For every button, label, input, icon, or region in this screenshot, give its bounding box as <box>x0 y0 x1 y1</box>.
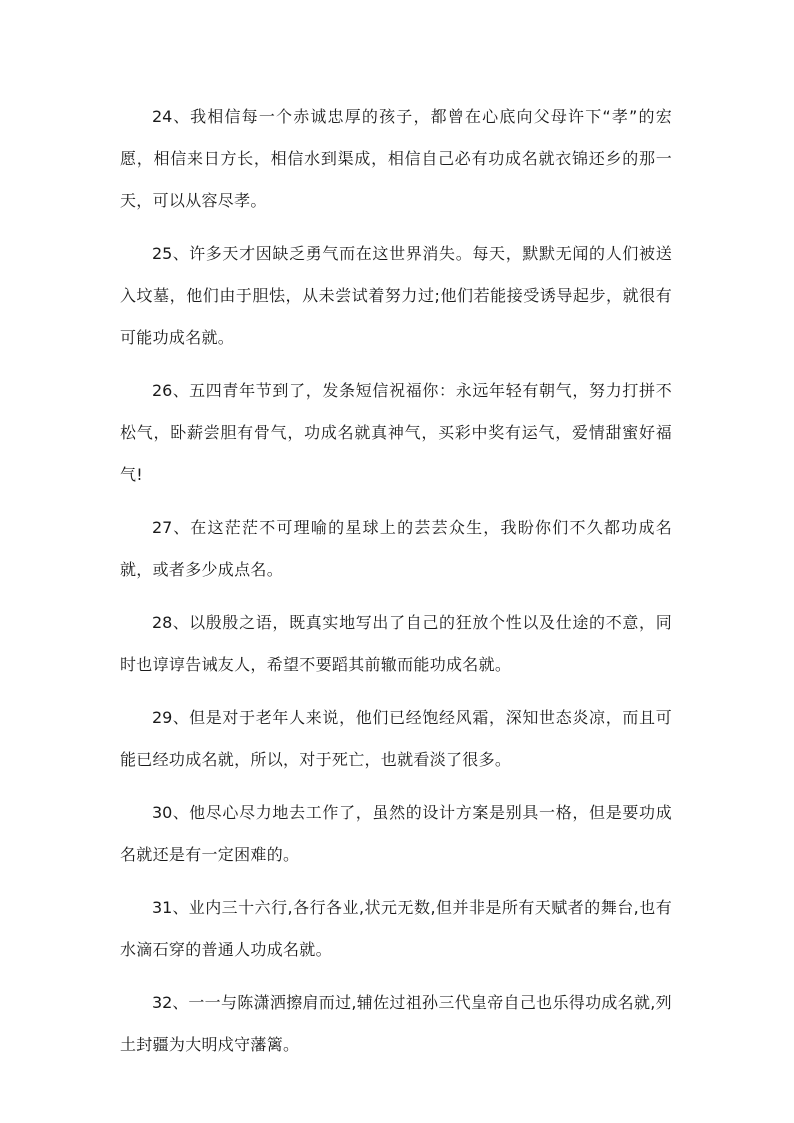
paragraph-27 <box>120 507 672 591</box>
paragraph-number: 31、 <box>152 898 189 917</box>
paragraph-text: 以殷殷之语，既真实地写出了自己的狂放个性以及仕途的不意，同时也谆谆告诫友人，希望不要蹈其前辙而能功成名就。 <box>120 613 672 674</box>
paragraph-text: 业内三十六行,各行各业,状元无数,但并非是所有天赋者的舞台,也有水滴石穿的普通人功成名就。 <box>120 898 672 959</box>
paragraph-number: 26、 <box>152 381 190 400</box>
paragraph-number: 27、 <box>152 518 191 537</box>
paragraph-30 <box>120 792 672 876</box>
document-body <box>120 96 672 1077</box>
paragraph-31 <box>120 887 672 971</box>
paragraph-text: 但是对于老年人来说，他们已经饱经风霜，深知世态炎凉，而且可能已经功成名就，所以，对于死亡，也就看淡了很多。 <box>120 708 672 769</box>
paragraph-number: 25、 <box>152 244 190 263</box>
paragraph-28 <box>120 602 672 686</box>
paragraph-25 <box>120 233 672 359</box>
paragraph-number: 30、 <box>152 803 190 822</box>
paragraph-text: 许多天才因缺乏勇气而在这世界消失。每天，默默无闻的人们被送入坟墓，他们由于胆怯，从未尝试着努力过;他们若能接受诱导起步，就很有可能功成名就。 <box>120 244 672 347</box>
paragraph-24 <box>120 96 672 222</box>
paragraph-29 <box>120 697 672 781</box>
paragraph-number: 24、 <box>152 107 191 126</box>
paragraph-text: 我相信每一个赤诚忠厚的孩子，都曾在心底向父母许下“孝”的宏愿，相信来日方长，相信水到渠成，相信自己必有功成名就衣锦还乡的那一天，可以从容尽孝。 <box>120 107 672 210</box>
paragraph-26 <box>120 370 672 496</box>
paragraph-number: 32、 <box>152 993 189 1012</box>
paragraph-text: 他尽心尽力地去工作了，虽然的设计方案是别具一格，但是要功成名就还是有一定困难的。 <box>120 803 672 864</box>
paragraph-text: 五四青年节到了，发条短信祝福你：永远年轻有朝气，努力打拼不松气，卧薪尝胆有骨气，功成名就真神气，买彩中奖有运气，爱情甜蜜好福气! <box>120 381 672 484</box>
paragraph-number: 28、 <box>152 613 190 632</box>
paragraph-text: 在这茫茫不可理喻的星球上的芸芸众生，我盼你们不久都功成名就，或者多少成点名。 <box>120 518 672 579</box>
paragraph-text: 一一与陈潇洒擦肩而过,辅佐过祖孙三代皇帝自己也乐得功成名就,列土封疆为大明戍守藩篱。 <box>120 993 672 1054</box>
paragraph-number: 29、 <box>152 708 190 727</box>
paragraph-32 <box>120 982 672 1066</box>
